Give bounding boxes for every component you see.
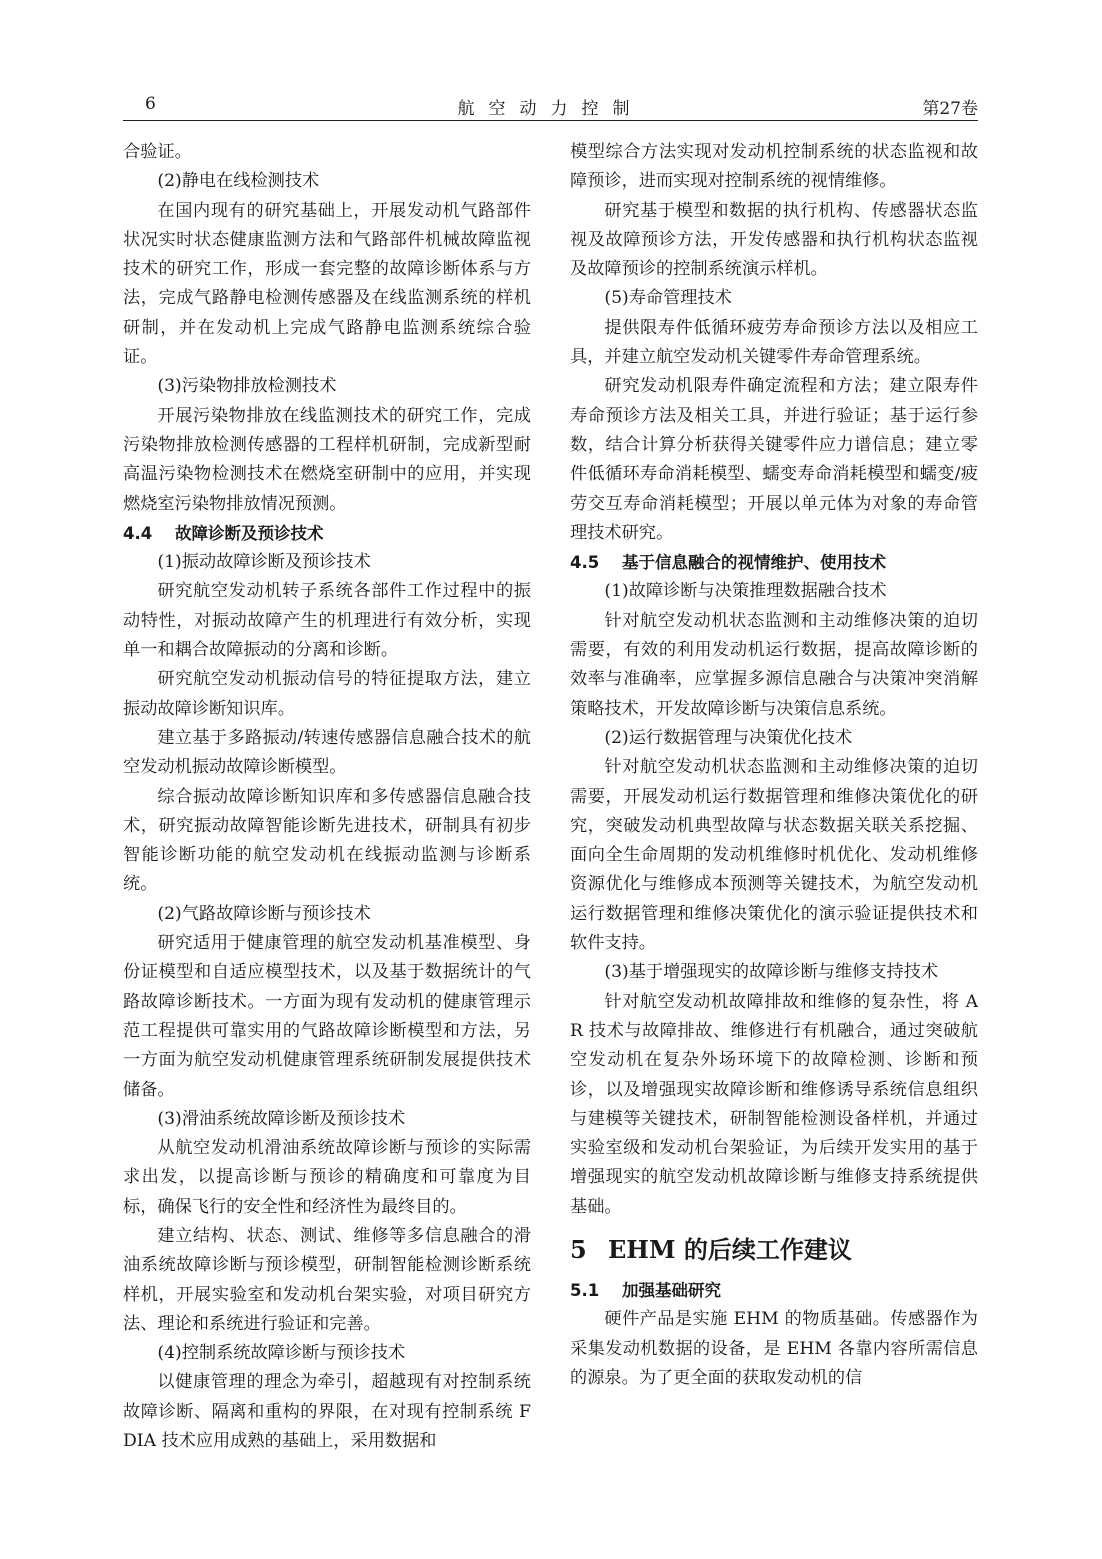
section-heading [570, 1222, 978, 1276]
heading-number: 5 [570, 1234, 587, 1264]
subsection-heading [570, 1276, 978, 1305]
right-column [570, 138, 978, 1393]
paragraph: 针对航空发动机状态监测和主动维修决策的迫切需要，有效的利用发动机运行数据，提高故障诊断的效率与准确率，应掌握多源信息融合与决策冲突消解策略技术，开发故障诊断与决策信息系统。 [570, 610, 978, 719]
paragraph: 研究适用于健康管理的航空发动机基准模型、身份证模型和自适应模型技术，以及基于数据统计的气路故障诊断技术。一方面为现有发动机的健康管理示范工程提供可靠实用的气路故障诊断模型和方法，另一方面为航空发动机健康管理系统研制发展提供技术储备。 [123, 933, 531, 1100]
paragraph: (2)静电在线检测技术 [157, 171, 320, 192]
paragraph: 在国内现有的研究基础上，开展发动机气路部件状况实时状态健康监测方法和气路部件机械故障监视技术的研究工作，形成一套完整的故障诊断体系与方法，完成气路静电检测传感器及在线监测系统的样机研制，并在发动机上完成气路静电监测系统综合验证。 [123, 200, 531, 368]
paragraph: (2)运行数据管理与决策优化技术 [604, 727, 853, 748]
paragraph: (4)控制系统故障诊断与预诊技术 [157, 1343, 406, 1364]
paragraph: 以健康管理的理念为牵引，超越现有对控制系统故障诊断、隔离和重构的界限，在对现有控制系统 FDIA 技术应用成熟的基础上，采用数据和 [123, 1372, 531, 1452]
paragraph: 开展污染物排放在线监测技术的研究工作，完成污染物排放检测传感器的工程样机研制，完成新型耐高温污染物检测技术在燃烧室研制中的应用，并实现燃烧室污染物排放情况预测。 [123, 405, 531, 514]
paragraph: (1)故障诊断与决策推理数据融合技术 [604, 581, 887, 602]
heading-text: 基于信息融合的视情维护、使用技术 [622, 553, 886, 573]
running-header [123, 92, 978, 121]
page-number: 6 [145, 94, 156, 114]
heading-text: 故障诊断及预诊技术 [175, 523, 324, 543]
paragraph: 建立结构、状态、测试、维修等多信息融合的滑油系统故障诊断与预诊模型，研制智能检测诊断系统样机，开展实验室和发动机台架实验，对项目研究方法、理论和系统进行验证和完善。 [123, 1225, 531, 1334]
paragraph: 综合振动故障诊断知识库和多传感器信息融合技术，研究振动故障智能诊断先进技术，研制具有初步智能诊断功能的航空发动机在线振动监测与诊断系统。 [123, 786, 531, 895]
heading-number: 4.5 [570, 553, 600, 573]
subsection-heading [570, 548, 978, 577]
heading-text: EHM 的后续工作建议 [608, 1234, 852, 1264]
journal-title: 航空动力控制 [457, 99, 644, 119]
paragraph: 模型综合方法实现对发动机控制系统的状态监视和故障预诊，进而实现对控制系统的视情维修。 [570, 142, 978, 192]
paragraph: (1)振动故障诊断及预诊技术 [157, 552, 371, 573]
paragraph: 从航空发动机滑油系统故障诊断与预诊的实际需求出发，以提高诊断与预诊的精确度和可靠度为目标，确保飞行的安全性和经济性为最终目的。 [123, 1138, 531, 1217]
paragraph: (2)气路故障诊断与预诊技术 [157, 903, 371, 924]
paragraph: 研究发动机限寿件确定流程和方法；建立限寿件寿命预诊方法及相关工具，并进行验证；基于运行参数，结合计算分析获得关键零件应力谱信息；建立零件低循环寿命消耗模型、蠕变寿命消耗模型和蠕变/疲劳交互寿命消耗模型；开展以单元体为对象的寿命管理技术研究。 [570, 376, 978, 543]
paragraph: 研究航空发动机振动信号的特征提取方法，建立振动故障诊断知识库。 [123, 669, 531, 719]
heading-number: 4.4 [123, 523, 153, 543]
paragraph: 合验证。 [123, 142, 192, 162]
paragraph: 研究航空发动机转子系统各部件工作过程中的振动特性，对振动故障产生的机理进行有效分析，实现单一和耦合故障振动的分离和诊断。 [123, 581, 531, 661]
paragraph: 针对航空发动机状态监测和主动维修决策的迫切需要，开展发动机运行数据管理和维修决策优化的研究，突破发动机典型故障与状态数据关联关系挖掘、面向全生命周期的发动机维修时机优化、发动机维修资源优化与维修成本预测等关键技术，为航空发动机运行数据管理和维修决策优化的演示验证提供技术和软件支持。 [570, 757, 978, 954]
volume-label: 第27卷 [922, 99, 978, 119]
heading-text: 加强基础研究 [622, 1280, 721, 1300]
subsection-heading [123, 519, 531, 548]
paragraph: (3)基于增强现实的故障诊断与维修支持技术 [604, 962, 939, 983]
paragraph: 建立基于多路振动/转速传感器信息融合技术的航空发动机振动故障诊断模型。 [123, 727, 531, 778]
paragraph: (3)滑油系统故障诊断及预诊技术 [157, 1108, 406, 1129]
left-column [123, 138, 531, 1456]
paragraph: 针对航空发动机故障排故和维修的复杂性，将 AR 技术与故障排故、维修进行有机融合，通过突破航空发动机在复杂外场环境下的故障检测、诊断和预诊，以及增强现实故障诊断和维修诱导系统信息组织与建模等关键技术，研制智能检测设备样机，并通过实验室级和发动机台架验证，为后续开发实用的基于增强现实的航空发动机故障诊断与维修支持系统提供基础。 [570, 991, 978, 1217]
paragraph: 提供限寿件低循环疲劳寿命预诊方法以及相应工具，并建立航空发动机关键零件寿命管理系统。 [570, 317, 978, 368]
paragraph: (5)寿命管理技术 [604, 288, 732, 309]
paragraph: (3)污染物排放检测技术 [157, 376, 337, 397]
paragraph: 研究基于模型和数据的执行机构、传感器状态监视及故障预诊方法，开发传感器和执行机构状态监视及故障预诊的控制系统演示样机。 [570, 200, 978, 280]
paragraph: 硬件产品是实施 EHM 的物质基础。传感器作为采集发动机数据的设备，是 EHM 各靠内容所需信息的源泉。为了更全面的获取发动机的信 [570, 1309, 978, 1388]
heading-number: 5.1 [570, 1280, 600, 1300]
